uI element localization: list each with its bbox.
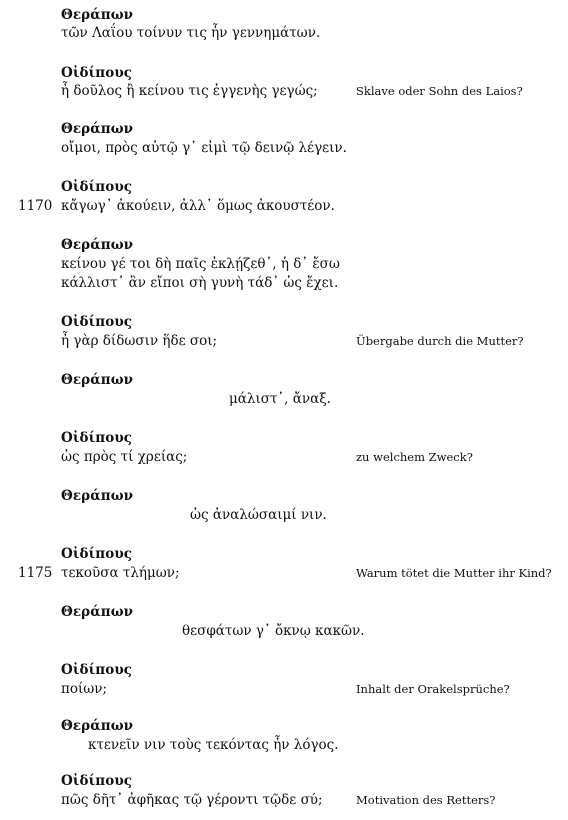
margin-note: Sklave oder Sohn des Laios? <box>356 84 523 98</box>
speaker-name: Θεράπων <box>61 488 134 504</box>
verse-line: κείνου γέ τοι δὴ παῖς ἐκλῄζεθ᾽, ἡ δ᾽ ἔσω <box>61 256 340 272</box>
speaker-name: Οἰδίπους <box>61 430 133 446</box>
verse-line: πῶς δῆτ᾽ ἀφῆκας τῷ γέροντι τῷδε σύ; <box>61 792 323 808</box>
verse-line: τεκοῦσα τλήμων; <box>61 565 180 581</box>
speaker-name: Οἰδίπους <box>61 179 133 195</box>
verse-line: κάλλιστ᾽ ἂν εἴποι σὴ γυνὴ τάδ᾽ ὡς ἔχει. <box>61 275 339 291</box>
speaker-name: Θεράπων <box>61 237 134 253</box>
margin-note: Warum tötet die Mutter ihr Kind? <box>356 566 552 580</box>
speaker-name: Οἰδίπους <box>61 65 133 81</box>
verse-line: ἦ γὰρ δίδωσιν ἥδε σοι; <box>61 333 218 349</box>
verse-line: οἴμοι, πρὸς αὐτῷ γ᾽ εἰμὶ τῷ δεινῷ λέγειν. <box>61 140 347 156</box>
speaker-name: Θεράπων <box>61 121 134 137</box>
speaker-name: Οἰδίπους <box>61 662 133 678</box>
margin-note: Inhalt der Orakelsprüche? <box>356 682 510 696</box>
line-number: 1170 <box>18 198 53 214</box>
speaker-name: Οἰδίπους <box>61 773 133 789</box>
verse-line: κἄγωγ᾽ ἀκούειν, ἀλλ᾽ ὅμως ἀκουστέον. <box>61 198 335 214</box>
speaker-name: Οἰδίπους <box>61 314 133 330</box>
speaker-name: Θεράπων <box>61 372 134 388</box>
speaker-name: Θεράπων <box>61 7 134 23</box>
speaker-name: Θεράπων <box>61 604 134 620</box>
margin-note: zu welchem Zweck? <box>356 450 473 464</box>
margin-note: Motivation des Retters? <box>356 793 496 807</box>
speaker-name: Θεράπων <box>61 718 134 734</box>
verse-line: τῶν Λαΐου τοίνυν τις ἦν γεννημάτων. <box>61 25 321 41</box>
verse-line: ἦ δοῦλος ἢ κείνου τις ἐγγενὴς γεγώς; <box>61 83 318 99</box>
verse-line: θεσφάτων γ᾽ ὄκνῳ κακῶν. <box>182 623 365 639</box>
verse-line: ὡς ἀναλώσαιμί νιν. <box>190 507 327 523</box>
verse-line: ποίων; <box>61 681 108 697</box>
verse-line: ὡς πρὸς τί χρείας; <box>61 449 188 465</box>
verse-line: κτενεῖν νιν τοὺς τεκόντας ἦν λόγος. <box>88 737 339 753</box>
verse-line: μάλιστ᾽, ἄναξ. <box>229 391 331 407</box>
margin-note: Übergabe durch die Mutter? <box>356 334 524 348</box>
line-number: 1175 <box>18 565 53 581</box>
speaker-name: Οἰδίπους <box>61 546 133 562</box>
